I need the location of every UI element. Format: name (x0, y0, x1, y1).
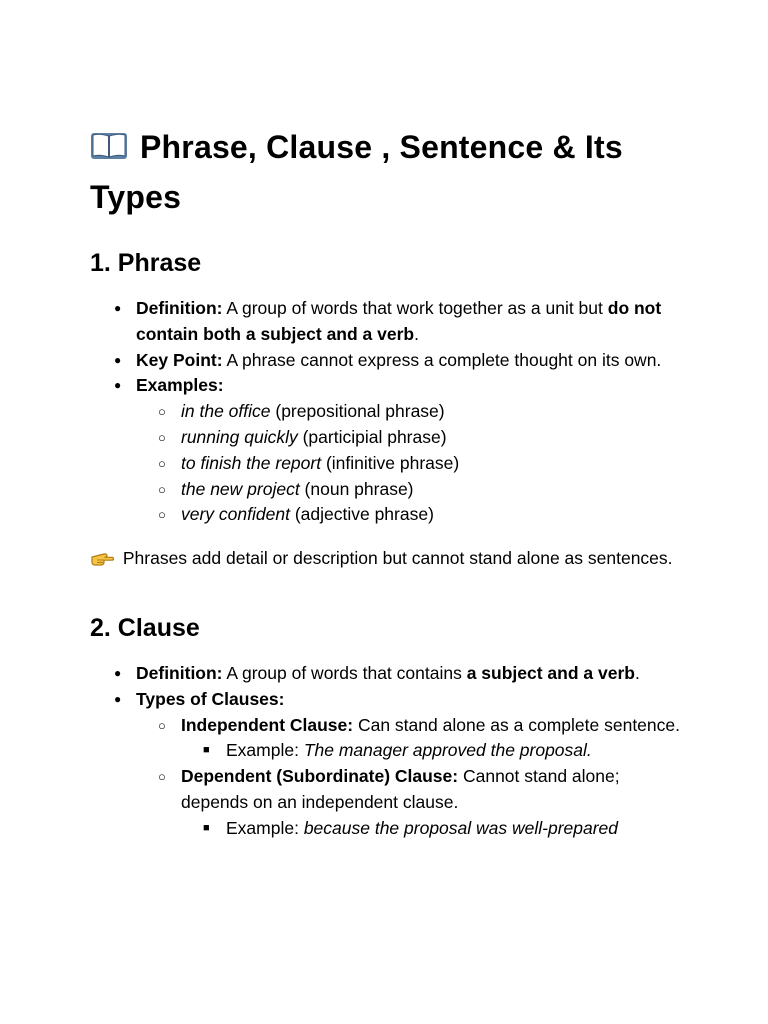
examples-label: Examples: (136, 375, 224, 396)
clause-types-item (136, 687, 690, 842)
pointing-hand-icon (90, 549, 114, 575)
phrase-definition-item (136, 296, 690, 348)
example-phrase: very confident (181, 504, 290, 525)
definition-end: . (634, 662, 640, 683)
example-sentence: The manager approved the proposal. (303, 740, 592, 761)
independent-example-list (181, 738, 690, 764)
definition-label: Definition: (136, 298, 223, 318)
example-phrase: running quickly (181, 426, 298, 447)
section-heading-phrase: 1. Phrase (90, 249, 202, 277)
document-page (90, 124, 690, 842)
key-point-text: A phrase cannot express a complete thought on its own. (222, 349, 662, 370)
example-label: Example: (226, 740, 304, 761)
independent-clause-text: Can stand alone as a complete sentence. (353, 714, 680, 735)
dependent-clause-label: Dependent (Subordinate) Clause: (181, 766, 459, 787)
clause-types-label: Types of Clauses: (136, 688, 285, 709)
definition-label: Definition: (136, 662, 223, 683)
examples-list (136, 399, 690, 528)
phrase-list (90, 296, 690, 528)
clause-types-list (136, 713, 690, 842)
example-item (181, 451, 690, 477)
example-type: (adjective phrase) (289, 504, 434, 525)
example-type: (noun phrase) (299, 478, 414, 499)
note-text: Phrases add detail or description but cannot stand alone as sentences. (118, 548, 673, 569)
example-item (181, 399, 690, 425)
example-type: (prepositional phrase) (270, 401, 445, 422)
clause-definition-item (136, 661, 690, 687)
section-heading-clause: 2. Clause (90, 613, 200, 642)
example-type: (participial phrase) (297, 426, 447, 447)
examples-item (136, 373, 690, 528)
example-item (181, 425, 690, 451)
clause-list (90, 661, 690, 842)
independent-clause-item (181, 713, 690, 765)
key-point-label: Key Point: (136, 349, 223, 370)
phrase-note (90, 546, 690, 575)
page-title-text: Phrase, Clause , Sentence & Its Types (90, 129, 623, 215)
definition-end: . (414, 323, 419, 344)
example-label: Example: (226, 817, 304, 838)
definition-text: A group of words that contains (222, 662, 467, 683)
example-item (181, 502, 690, 528)
dependent-example-item (226, 816, 690, 842)
example-phrase: to finish the report (181, 452, 322, 473)
dependent-clause-text: Cannot stand alone; depends on an independent clause. (181, 766, 620, 812)
page-title (90, 124, 690, 220)
independent-example-item (226, 738, 690, 764)
independent-clause-label: Independent Clause: (181, 714, 354, 735)
open-book-icon (90, 128, 128, 174)
example-phrase: the new project (181, 478, 300, 499)
example-sentence: because the proposal was well-prepared (303, 817, 619, 838)
definition-text: A group of words that work together as a unit but (222, 298, 608, 318)
definition-bold-text: a subject and a verb (466, 662, 635, 683)
dependent-clause-item (181, 764, 690, 841)
example-type: (infinitive phrase) (321, 452, 460, 473)
example-phrase: in the office (181, 401, 271, 422)
dependent-example-list (181, 816, 690, 842)
definition-bold-text: do not contain both a subject and a verb (136, 298, 662, 344)
example-item (181, 477, 690, 503)
key-point-item (136, 348, 690, 374)
